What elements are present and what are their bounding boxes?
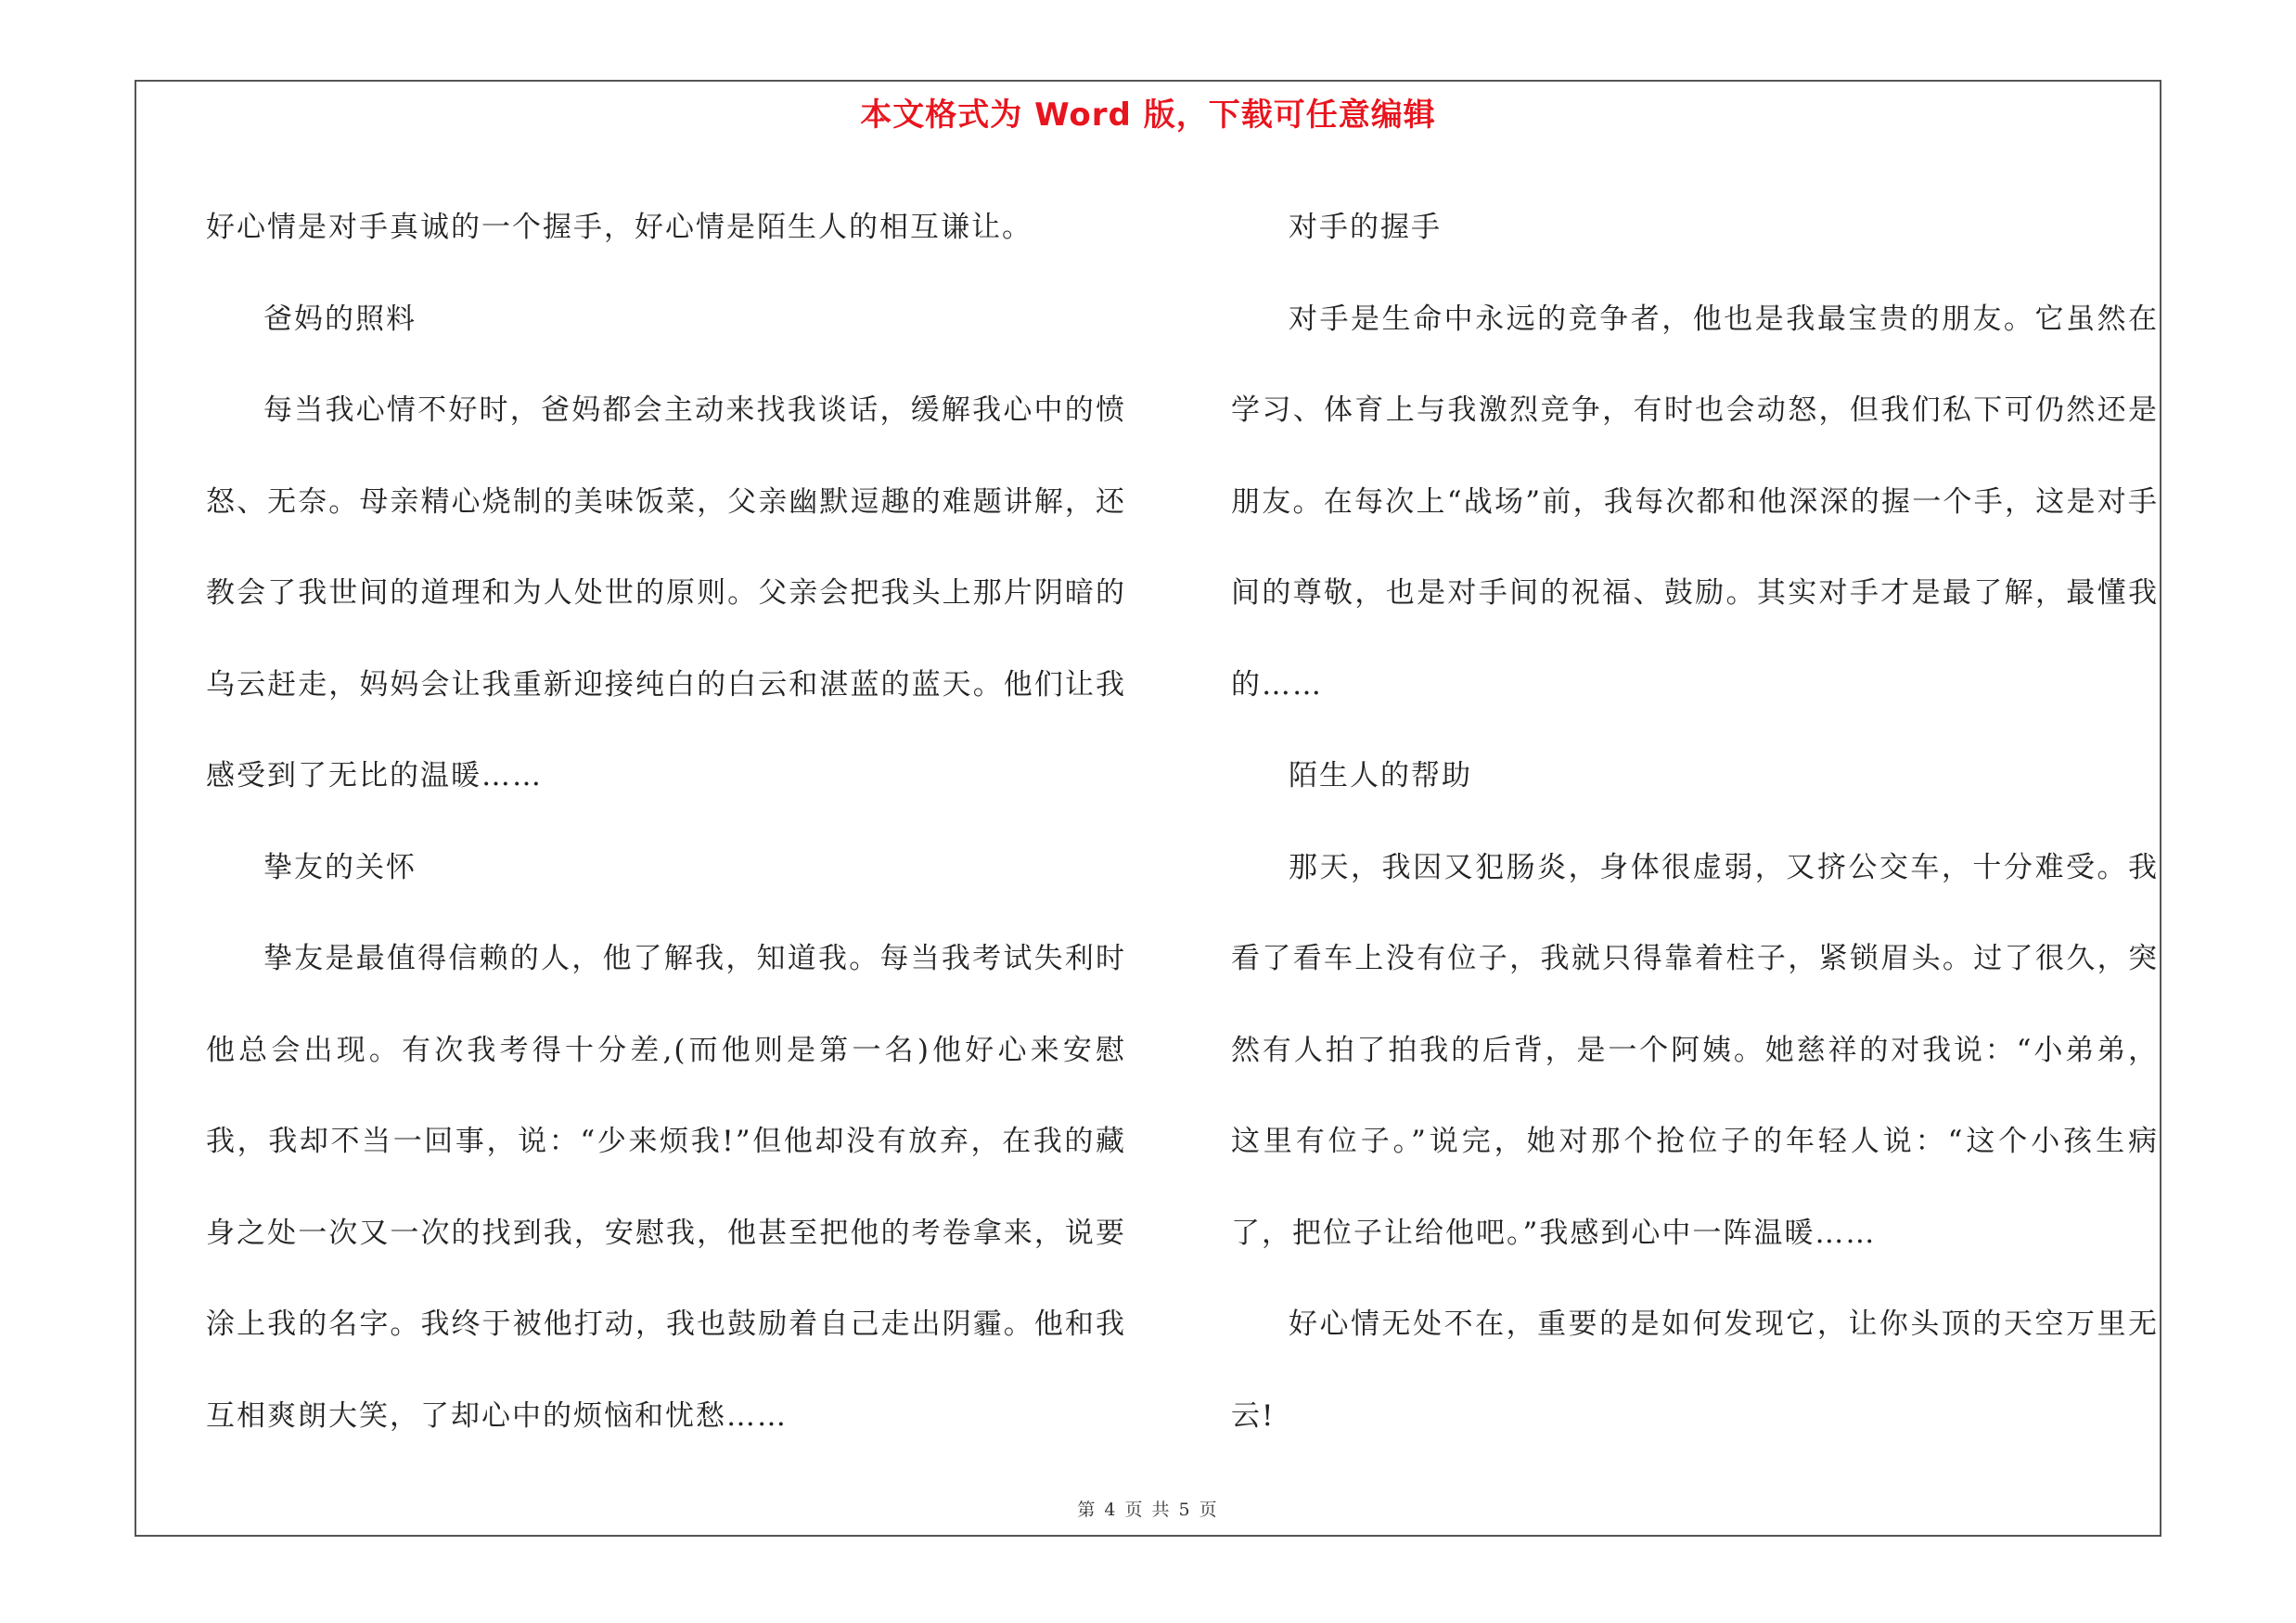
section-heading: 挚友的关怀 [263,850,417,884]
section-heading: 爸妈的照料 [263,302,417,336]
left-column [206,182,1126,1462]
paragraph: 那天，我因又犯肠炎，身体很虚弱，又挤公交车，十分难受。我看了看车上没有位子，我就只得靠着柱子，紧锁眉头。过了很久，突然有人拍了拍我的后背，是一个阿姨。她慈祥的对我说：“小弟弟，这里有位子。”说完，她对那个抢位子的年轻人说：“这个小孩生病了，把位子让给他吧。”我感到心中一阵温暖…… [1231,850,2159,1250]
paragraph: 挚友是最值得信赖的人，他了解我，知道我。每当我考试失利时他总会出现。有次我考得十分差,(而他则是第一名)他好心来安慰我，我却不当一回事，说：“少来烦我!”但他却没有放弃，在我的藏身之处一次又一次的找到我，安慰我，他甚至把他的考卷拿来，说要涂上我的名字。我终于被他打动，我也鼓励着自己走出阴霾。他和我互相爽朗大笑，了却心中的烦恼和忧愁…… [206,942,1126,1433]
paragraph: 对手是生命中永远的竞争者，他也是我最宝贵的朋友。它虽然在学习、体育上与我激烈竞争，有时也会动怒，但我们私下可仍然还是朋友。在每次上“战场”前，我每次都和他深深的握一个手，这是对手间的尊敬，也是对手间的祝福、鼓励。其实对手才是最了解，最懂我的…… [1231,302,2159,702]
right-column [1231,182,2159,1462]
section-heading: 陌生人的帮助 [1289,759,1472,792]
format-banner: 本文格式为 Word 版，下载可任意编辑 [860,97,1436,134]
paragraph: 好心情是对手真诚的一个握手，好心情是陌生人的相互谦让。 [206,211,1033,244]
page-number: 第 4 页 共 5 页 [1077,1500,1219,1520]
paragraph: 每当我心情不好时，爸妈都会主动来找我谈话，缓解我心中的愤怒、无奈。母亲精心烧制的美味饭菜，父亲幽默逗趣的难题讲解，还教会了我世间的道理和为人处世的原则。父亲会把我头上那片阴暗的乌云赶走，妈妈会让我重新迎接纯白的白云和湛蓝的蓝天。他们让我感受到了无比的温暖…… [206,393,1126,792]
paragraph: 好心情无处不在，重要的是如何发现它，让你头顶的天空万里无云! [1231,1307,2159,1433]
section-heading: 对手的握手 [1289,211,1442,244]
